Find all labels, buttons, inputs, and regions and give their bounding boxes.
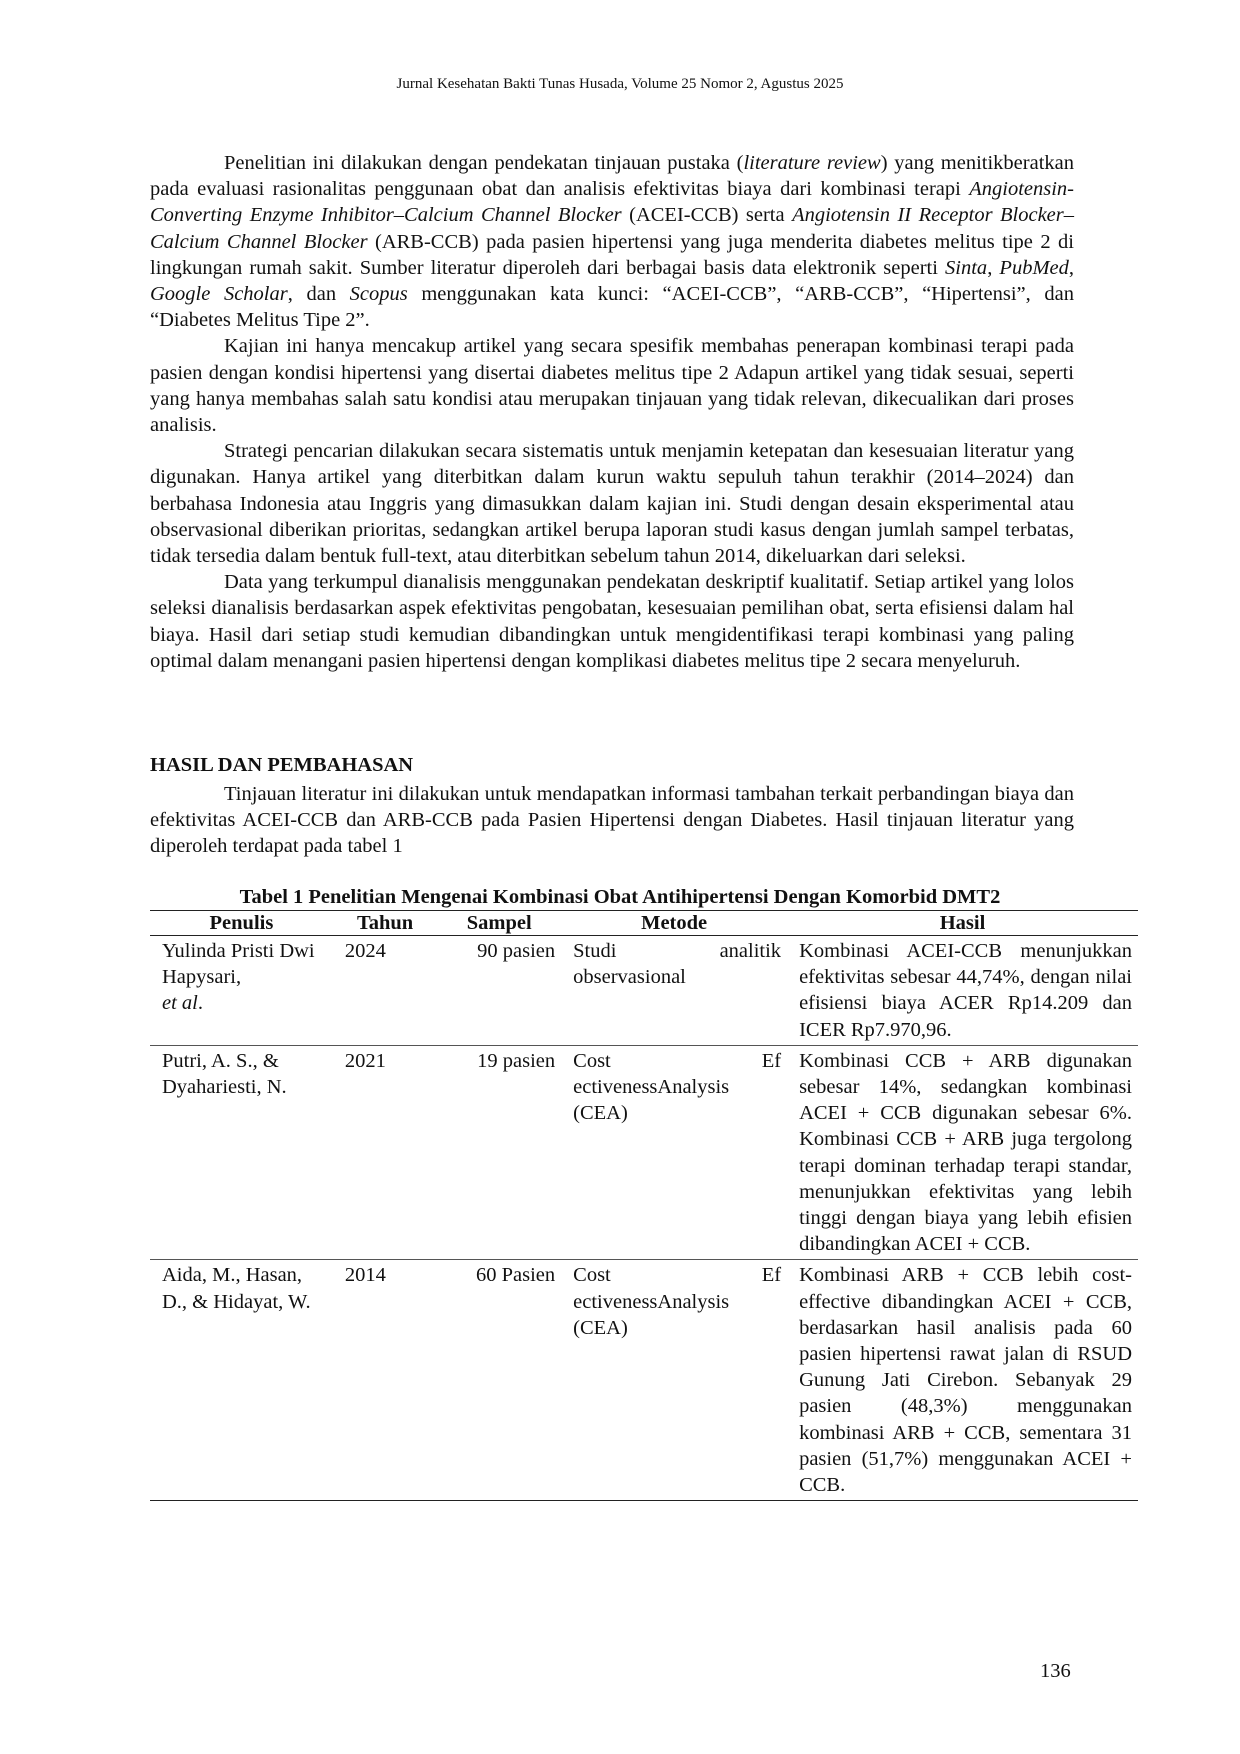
running-header: Jurnal Kesehatan Bakti Tunas Husada, Volume 25 Nomor 2, Agustus 2025 xyxy=(396,76,844,92)
page-number: 136 xyxy=(1040,1660,1071,1682)
cell-result: Kombinasi CCB + ARB digunakan sebesar 14%, sedangkan kombinasi ACEI + CCB digunakan sebesar 6%. Kombinasi CCB + ARB juga tergolong terapi dominan terhadap terapi standar, menunjukkan efektivitas yang lebih tinggi dengan biaya yang lebih efisien dibandingkan ACEI + CCB. xyxy=(799,1049,1132,1256)
methods-paragraph-2: Kajian ini hanya mencakup artikel yang secara spesifik membahas penerapan kombinasi terapi pada pasien dengan kondisi hipertensi yang disertai diabetes melitus tipe 2 Adapun artikel yang tidak sesuai, seperti yang hanya membahas salah satu kondisi atau merupakan tinjauan yang tidak relevan, dikecualikan dari proses analisis. xyxy=(150,335,1074,437)
cell-method: Studi analitik observasional xyxy=(573,940,782,989)
table-row xyxy=(150,1260,1138,1501)
header-sampel: Sampel xyxy=(437,911,561,936)
table-caption: Tabel 1 Penelitian Mengenai Kombinasi Obat Antihipertensi Dengan Komorbid DMT2 xyxy=(239,886,1001,908)
methods-paragraph-3: Strategi pencarian dilakukan secara sistematis untuk menjamin ketepatan dan kesesuaian literatur yang digunakan. Hanya artikel yang diterbitkan dalam kurun waktu sepuluh tahun terakhir (2014–2024) dan berbahasa Indonesia atau Inggris yang dimasukkan dalam kajian ini. Studi dengan desain eksperimental atau observasional diberikan prioritas, sedangkan artikel berupa laporan studi kasus dengan jumlah sampel terbatas, tidak tersedia dalam bentuk full-text, atau diterbitkan sebelum tahun 2014, dikeluarkan dari seleksi. xyxy=(150,440,1074,568)
results-table xyxy=(150,910,1138,1501)
cell-year: 2014 xyxy=(344,1264,386,1287)
header-tahun: Tahun xyxy=(333,911,437,936)
cell-year: 2021 xyxy=(344,1049,386,1072)
methods-paragraph-1: Penelitian ini dilakukan dengan pendekatan tinjauan pustaka (literature review) yang menitikberatkan pada evaluasi rasionalitas penggunaan obat dan analisis efektivitas biaya dari kombinasi terapi Angiotensin-Converting Enzyme Inhibitor–Calcium Channel Blocker (ACEI-CCB) serta Angiotensin II Receptor Blocker–Calcium Channel Blocker (ARB-CCB) pada pasien hipertensi yang juga menderita diabetes melitus tipe 2 di lingkungan rumah sakit. Sumber literatur diperoleh dari berbagai basis data elektronik seperti Sinta, PubMed, Google Scholar, dan Scopus menggunakan kata kunci: “ACEI-CCB”, “ARB-CCB”, “Hipertensi”, dan “Diabetes Melitus Tipe 2”. xyxy=(150,152,1075,332)
results-heading: HASIL DAN PEMBAHASAN xyxy=(150,754,414,776)
cell-year: 2024 xyxy=(344,940,386,962)
methods-paragraph-4: Data yang terkumpul dianalisis menggunakan pendekatan deskriptif kualitatif. Setiap artikel yang lolos seleksi dianalisis berdasarkan aspek efektivitas pengobatan, kesesuaian pemilihan obat, serta efisiensi dalam hal biaya. Hasil dari setiap studi kemudian dibandingkan untuk mengidentifikasi terapi kombinasi yang paling optimal dalam menangani pasien hipertensi dengan komplikasi diabetes melitus tipe 2 secara menyeluruh. xyxy=(150,571,1074,672)
header-hasil: Hasil xyxy=(787,911,1138,936)
table-row xyxy=(150,936,1138,1046)
results-section xyxy=(150,781,1074,860)
table-header-row xyxy=(150,911,1138,936)
cell-author: Yulinda Pristi Dwi Hapysari, et al. xyxy=(162,940,315,1015)
methods-section xyxy=(150,150,1074,674)
cell-method: Cost Ef ectivenessAnalysis (CEA) xyxy=(573,1049,782,1125)
results-paragraph-1: Tinjauan literatur ini dilakukan untuk mendapatkan informasi tambahan terkait perbandingan biaya dan efektivitas ACEI-CCB dan ARB-CCB pada Pasien Hipertensi dengan Diabetes. Hasil tinjauan literatur yang diperoleh terdapat pada tabel 1 xyxy=(150,783,1074,858)
cell-sample: 60 Pasien xyxy=(476,1264,556,1287)
header-penulis: Penulis xyxy=(150,911,333,936)
cell-author: Putri, A. S., & Dyahariesti, N. xyxy=(162,1049,287,1099)
cell-author: Aida, M., Hasan, D., & Hidayat, W. xyxy=(162,1264,311,1313)
cell-sample: 90 pasien xyxy=(477,940,556,962)
cell-sample: 19 pasien xyxy=(477,1049,556,1072)
cell-method: Cost Ef ectivenessAnalysis (CEA) xyxy=(573,1264,782,1339)
table-row xyxy=(150,1045,1138,1260)
cell-result: Kombinasi ACEI-CCB menunjukkan efektivitas sebesar 44,74%, dengan nilai efisiensi biaya ACER Rp14.209 dan ICER Rp7.970,96. xyxy=(799,940,1132,1041)
header-metode: Metode xyxy=(561,911,787,936)
cell-result: Kombinasi ARB + CCB lebih cost-effective dibandingkan ACEI + CCB, berdasarkan hasil analisis pada 60 pasien hipertensi rawat jalan di RSUD Gunung Jati Cirebon. Sebanyak 29 pasien (48,3%) menggunakan kombinasi ARB + CCB, sementara 31 pasien (51,7%) menggunakan ACEI + CCB. xyxy=(799,1264,1132,1497)
